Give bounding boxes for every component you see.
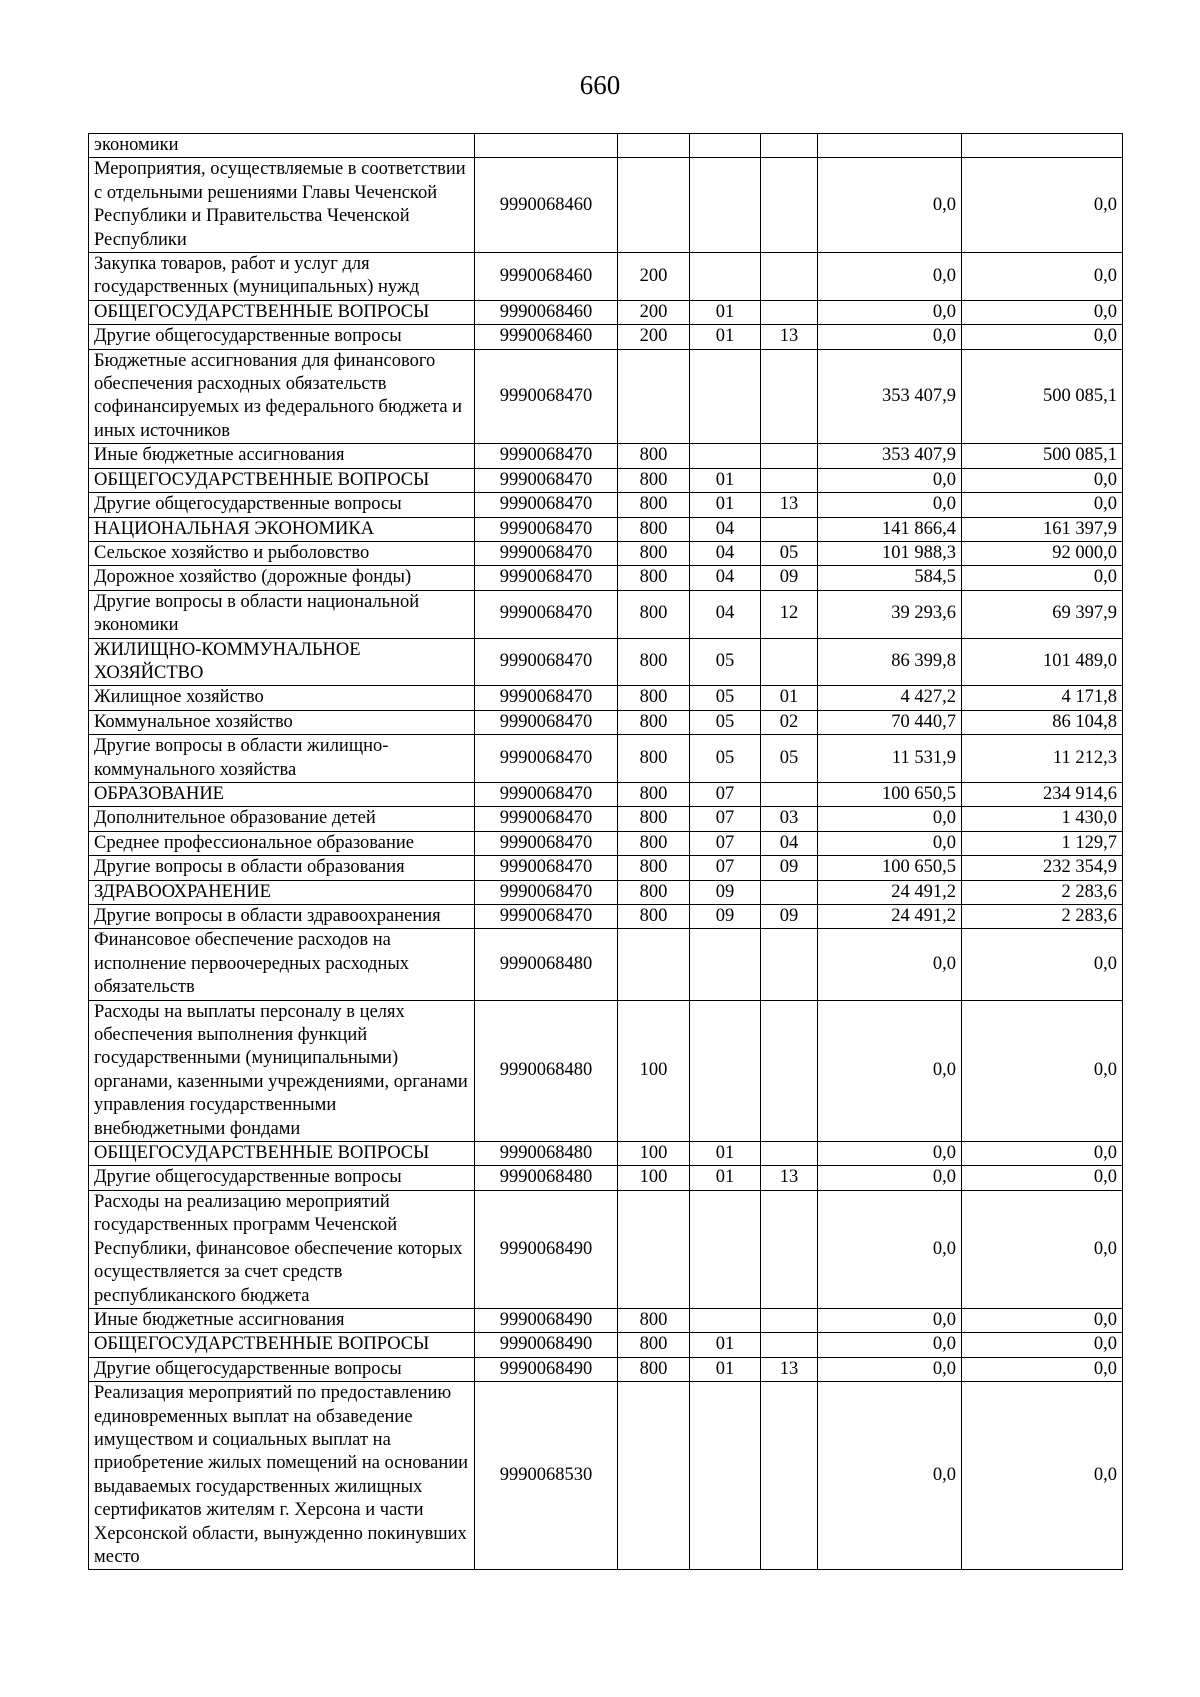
row-name-cell: Иные бюджетные ассигнования	[89, 444, 475, 468]
row-name-cell: Закупка товаров, работ и услуг для государственных (муниципальных) нужд	[89, 253, 475, 301]
amount-2-cell: 0,0	[962, 325, 1123, 349]
table-row	[89, 517, 1123, 541]
section-cell: 04	[690, 541, 761, 565]
section-cell: 01	[690, 468, 761, 492]
subsection-cell	[761, 468, 818, 492]
expense-type-cell	[618, 349, 690, 444]
target-article-cell: 9990068460	[475, 325, 618, 349]
target-article-cell: 9990068470	[475, 638, 618, 686]
amount-1-cell: 100 650,5	[818, 782, 962, 806]
table-row	[89, 134, 1123, 158]
table-row	[89, 1308, 1123, 1332]
target-article-cell: 9990068470	[475, 905, 618, 929]
expense-type-cell: 100	[618, 1000, 690, 1141]
target-article-cell: 9990068470	[475, 517, 618, 541]
expense-type-cell: 800	[618, 782, 690, 806]
table-row	[89, 300, 1123, 324]
subsection-cell	[761, 1000, 818, 1141]
subsection-cell	[761, 253, 818, 301]
amount-2-cell: 4 171,8	[962, 686, 1123, 710]
row-name-cell: Жилищное хозяйство	[89, 686, 475, 710]
subsection-cell	[761, 444, 818, 468]
subsection-cell	[761, 517, 818, 541]
amount-1-cell: 86 399,8	[818, 638, 962, 686]
target-article-cell: 9990068530	[475, 1382, 618, 1570]
target-article-cell: 9990068460	[475, 253, 618, 301]
expense-type-cell: 800	[618, 1333, 690, 1357]
section-cell: 01	[690, 1357, 761, 1381]
row-name-cell: ОБЩЕГОСУДАРСТВЕННЫЕ ВОПРОСЫ	[89, 1333, 475, 1357]
target-article-cell: 9990068470	[475, 541, 618, 565]
amount-1-cell	[818, 134, 962, 158]
row-name-cell: Среднее профессиональное образование	[89, 831, 475, 855]
subsection-cell	[761, 929, 818, 1000]
row-name-cell: Расходы на реализацию мероприятий государственных программ Чеченской Республики, финансовое обеспечение которых осуществляется за счет средств республиканского бюджета	[89, 1190, 475, 1308]
amount-1-cell: 39 293,6	[818, 590, 962, 638]
amount-2-cell: 92 000,0	[962, 541, 1123, 565]
amount-2-cell: 0,0	[962, 1000, 1123, 1141]
row-name-cell: Другие общегосударственные вопросы	[89, 325, 475, 349]
target-article-cell: 9990068470	[475, 782, 618, 806]
expense-type-cell: 800	[618, 880, 690, 904]
amount-1-cell: 141 866,4	[818, 517, 962, 541]
target-article-cell: 9990068470	[475, 856, 618, 880]
amount-1-cell: 0,0	[818, 831, 962, 855]
row-name-cell: ЗДРАВООХРАНЕНИЕ	[89, 880, 475, 904]
row-name-cell: ЖИЛИЩНО-КОММУНАЛЬНОЕ ХОЗЯЙСТВО	[89, 638, 475, 686]
row-name-cell: НАЦИОНАЛЬНАЯ ЭКОНОМИКА	[89, 517, 475, 541]
subsection-cell	[761, 1190, 818, 1308]
expense-type-cell: 800	[618, 1357, 690, 1381]
expense-type-cell: 800	[618, 807, 690, 831]
expense-type-cell: 800	[618, 541, 690, 565]
expense-type-cell: 800	[618, 590, 690, 638]
amount-2-cell: 2 283,6	[962, 880, 1123, 904]
section-cell: 01	[690, 1142, 761, 1166]
row-name-cell: Бюджетные ассигнования для финансового обеспечения расходных обязательств софинансируемых из федерального бюджета и иных источников	[89, 349, 475, 444]
row-name-cell: Финансовое обеспечение расходов на исполнение первоочередных расходных обязательств	[89, 929, 475, 1000]
row-name-cell: Другие общегосударственные вопросы	[89, 1166, 475, 1190]
section-cell	[690, 349, 761, 444]
table-row	[89, 1142, 1123, 1166]
table-row	[89, 831, 1123, 855]
table-row	[89, 1000, 1123, 1141]
table-row	[89, 1190, 1123, 1308]
target-article-cell: 9990068480	[475, 1142, 618, 1166]
section-cell: 01	[690, 493, 761, 517]
amount-2-cell: 86 104,8	[962, 710, 1123, 734]
amount-1-cell: 0,0	[818, 929, 962, 1000]
subsection-cell: 09	[761, 905, 818, 929]
amount-2-cell: 0,0	[962, 300, 1123, 324]
amount-2-cell: 0,0	[962, 468, 1123, 492]
expense-type-cell: 800	[618, 735, 690, 783]
subsection-cell: 13	[761, 325, 818, 349]
row-name-cell: Мероприятия, осуществляемые в соответствии с отдельными решениями Главы Чеченской Республики и Правительства Чеченской Республики	[89, 158, 475, 253]
amount-2-cell: 500 085,1	[962, 444, 1123, 468]
row-name-cell: Сельское хозяйство и рыболовство	[89, 541, 475, 565]
table-row	[89, 1333, 1123, 1357]
row-name-cell: экономики	[89, 134, 475, 158]
table-row	[89, 686, 1123, 710]
subsection-cell: 02	[761, 710, 818, 734]
expense-type-cell	[618, 1382, 690, 1570]
amount-2-cell: 11 212,3	[962, 735, 1123, 783]
amount-2-cell: 0,0	[962, 158, 1123, 253]
target-article-cell: 9990068460	[475, 300, 618, 324]
expense-type-cell: 800	[618, 468, 690, 492]
amount-1-cell: 24 491,2	[818, 880, 962, 904]
target-article-cell: 9990068480	[475, 929, 618, 1000]
expense-type-cell	[618, 929, 690, 1000]
expense-type-cell	[618, 134, 690, 158]
amount-1-cell: 0,0	[818, 807, 962, 831]
amount-2-cell: 0,0	[962, 1357, 1123, 1381]
table-row	[89, 158, 1123, 253]
table-row	[89, 807, 1123, 831]
section-cell: 04	[690, 590, 761, 638]
target-article-cell: 9990068460	[475, 158, 618, 253]
section-cell: 07	[690, 807, 761, 831]
expense-type-cell: 800	[618, 686, 690, 710]
subsection-cell	[761, 1382, 818, 1570]
subsection-cell: 01	[761, 686, 818, 710]
amount-2-cell: 0,0	[962, 253, 1123, 301]
target-article-cell: 9990068470	[475, 590, 618, 638]
amount-1-cell: 11 531,9	[818, 735, 962, 783]
row-name-cell: Реализация мероприятий по предоставлению единовременных выплат на обзаведение имуществом и социальных выплат на приобретение жилых помещений на основании выдаваемых государственных жилищных сертификатов жителям г. Херсона и части Херсонской области, вынужденно покинувших место	[89, 1382, 475, 1570]
section-cell: 01	[690, 325, 761, 349]
row-name-cell: Дорожное хозяйство (дорожные фонды)	[89, 566, 475, 590]
expense-type-cell: 800	[618, 856, 690, 880]
amount-1-cell: 353 407,9	[818, 444, 962, 468]
amount-2-cell: 161 397,9	[962, 517, 1123, 541]
subsection-cell	[761, 158, 818, 253]
table-row	[89, 880, 1123, 904]
section-cell	[690, 158, 761, 253]
target-article-cell: 9990068470	[475, 880, 618, 904]
expense-type-cell: 800	[618, 566, 690, 590]
subsection-cell: 05	[761, 541, 818, 565]
expense-type-cell: 200	[618, 325, 690, 349]
section-cell: 07	[690, 856, 761, 880]
table-row	[89, 1166, 1123, 1190]
expense-type-cell	[618, 1190, 690, 1308]
expense-type-cell: 800	[618, 638, 690, 686]
expense-type-cell: 800	[618, 710, 690, 734]
amount-1-cell: 24 491,2	[818, 905, 962, 929]
target-article-cell: 9990068470	[475, 710, 618, 734]
section-cell: 05	[690, 686, 761, 710]
subsection-cell	[761, 349, 818, 444]
table-row	[89, 782, 1123, 806]
table-row	[89, 444, 1123, 468]
amount-1-cell: 4 427,2	[818, 686, 962, 710]
row-name-cell: ОБРАЗОВАНИЕ	[89, 782, 475, 806]
row-name-cell: ОБЩЕГОСУДАРСТВЕННЫЕ ВОПРОСЫ	[89, 1142, 475, 1166]
subsection-cell: 12	[761, 590, 818, 638]
row-name-cell: ОБЩЕГОСУДАРСТВЕННЫЕ ВОПРОСЫ	[89, 468, 475, 492]
expense-type-cell: 100	[618, 1142, 690, 1166]
amount-1-cell: 353 407,9	[818, 349, 962, 444]
subsection-cell	[761, 1333, 818, 1357]
expense-type-cell: 100	[618, 1166, 690, 1190]
row-name-cell: ОБЩЕГОСУДАРСТВЕННЫЕ ВОПРОСЫ	[89, 300, 475, 324]
amount-1-cell: 0,0	[818, 300, 962, 324]
subsection-cell: 04	[761, 831, 818, 855]
section-cell: 05	[690, 735, 761, 783]
target-article-cell	[475, 134, 618, 158]
target-article-cell: 9990068470	[475, 444, 618, 468]
target-article-cell: 9990068470	[475, 468, 618, 492]
subsection-cell: 03	[761, 807, 818, 831]
budget-table-body	[89, 134, 1123, 1570]
row-name-cell: Другие вопросы в области национальной экономики	[89, 590, 475, 638]
subsection-cell	[761, 1142, 818, 1166]
amount-2-cell: 101 489,0	[962, 638, 1123, 686]
target-article-cell: 9990068470	[475, 831, 618, 855]
section-cell: 05	[690, 710, 761, 734]
amount-1-cell: 100 650,5	[818, 856, 962, 880]
table-row	[89, 566, 1123, 590]
row-name-cell: Другие общегосударственные вопросы	[89, 1357, 475, 1381]
expense-type-cell	[618, 158, 690, 253]
section-cell: 01	[690, 1166, 761, 1190]
section-cell	[690, 929, 761, 1000]
section-cell: 09	[690, 905, 761, 929]
amount-2-cell: 0,0	[962, 1190, 1123, 1308]
subsection-cell: 13	[761, 493, 818, 517]
amount-2-cell: 2 283,6	[962, 905, 1123, 929]
subsection-cell: 09	[761, 566, 818, 590]
section-cell	[690, 1190, 761, 1308]
section-cell	[690, 1382, 761, 1570]
amount-2-cell	[962, 134, 1123, 158]
subsection-cell	[761, 300, 818, 324]
budget-table	[88, 133, 1123, 1570]
section-cell: 04	[690, 566, 761, 590]
section-cell: 01	[690, 1333, 761, 1357]
expense-type-cell: 800	[618, 1308, 690, 1332]
section-cell: 04	[690, 517, 761, 541]
expense-type-cell: 800	[618, 493, 690, 517]
amount-2-cell: 0,0	[962, 493, 1123, 517]
amount-2-cell: 500 085,1	[962, 349, 1123, 444]
subsection-cell: 05	[761, 735, 818, 783]
section-cell	[690, 444, 761, 468]
page-number: 660	[579, 70, 621, 100]
amount-1-cell: 0,0	[818, 1308, 962, 1332]
section-cell	[690, 253, 761, 301]
table-row	[89, 638, 1123, 686]
target-article-cell: 9990068490	[475, 1190, 618, 1308]
target-article-cell: 9990068470	[475, 566, 618, 590]
section-cell	[690, 134, 761, 158]
amount-2-cell: 0,0	[962, 566, 1123, 590]
subsection-cell	[761, 880, 818, 904]
amount-1-cell: 0,0	[818, 468, 962, 492]
amount-2-cell: 1 129,7	[962, 831, 1123, 855]
section-cell: 09	[690, 880, 761, 904]
row-name-cell: Дополнительное образование детей	[89, 807, 475, 831]
expense-type-cell: 800	[618, 517, 690, 541]
amount-2-cell: 69 397,9	[962, 590, 1123, 638]
amount-2-cell: 0,0	[962, 1333, 1123, 1357]
target-article-cell: 9990068470	[475, 349, 618, 444]
row-name-cell: Коммунальное хозяйство	[89, 710, 475, 734]
subsection-cell	[761, 782, 818, 806]
amount-2-cell: 232 354,9	[962, 856, 1123, 880]
table-row	[89, 590, 1123, 638]
target-article-cell: 9990068480	[475, 1166, 618, 1190]
section-cell: 07	[690, 831, 761, 855]
subsection-cell: 13	[761, 1166, 818, 1190]
target-article-cell: 9990068470	[475, 686, 618, 710]
expense-type-cell: 200	[618, 253, 690, 301]
row-name-cell: Другие вопросы в области жилищно-коммунального хозяйства	[89, 735, 475, 783]
target-article-cell: 9990068470	[475, 493, 618, 517]
amount-2-cell: 234 914,6	[962, 782, 1123, 806]
table-row	[89, 710, 1123, 734]
table-row	[89, 541, 1123, 565]
amount-1-cell: 0,0	[818, 1142, 962, 1166]
table-row	[89, 929, 1123, 1000]
table-row	[89, 325, 1123, 349]
amount-1-cell: 0,0	[818, 1357, 962, 1381]
amount-1-cell: 0,0	[818, 1333, 962, 1357]
subsection-cell: 09	[761, 856, 818, 880]
table-row	[89, 1382, 1123, 1570]
section-cell	[690, 1000, 761, 1141]
subsection-cell	[761, 1308, 818, 1332]
row-name-cell: Другие общегосударственные вопросы	[89, 493, 475, 517]
amount-1-cell: 0,0	[818, 493, 962, 517]
subsection-cell: 13	[761, 1357, 818, 1381]
subsection-cell	[761, 638, 818, 686]
target-article-cell: 9990068490	[475, 1308, 618, 1332]
amount-2-cell: 0,0	[962, 1308, 1123, 1332]
target-article-cell: 9990068490	[475, 1333, 618, 1357]
section-cell: 05	[690, 638, 761, 686]
section-cell	[690, 1308, 761, 1332]
amount-2-cell: 0,0	[962, 929, 1123, 1000]
table-row	[89, 1357, 1123, 1381]
expense-type-cell: 200	[618, 300, 690, 324]
expense-type-cell: 800	[618, 905, 690, 929]
target-article-cell: 9990068470	[475, 807, 618, 831]
amount-2-cell: 1 430,0	[962, 807, 1123, 831]
section-cell: 07	[690, 782, 761, 806]
amount-1-cell: 584,5	[818, 566, 962, 590]
amount-1-cell: 0,0	[818, 1000, 962, 1141]
target-article-cell: 9990068480	[475, 1000, 618, 1141]
target-article-cell: 9990068470	[475, 735, 618, 783]
amount-2-cell: 0,0	[962, 1142, 1123, 1166]
table-row	[89, 735, 1123, 783]
table-row	[89, 856, 1123, 880]
table-row	[89, 468, 1123, 492]
row-name-cell: Другие вопросы в области здравоохранения	[89, 905, 475, 929]
table-row	[89, 253, 1123, 301]
amount-1-cell: 0,0	[818, 1382, 962, 1570]
amount-1-cell: 0,0	[818, 158, 962, 253]
amount-1-cell: 0,0	[818, 1190, 962, 1308]
row-name-cell: Расходы на выплаты персоналу в целях обеспечения выполнения функций государственными (муниципальными) органами, казенными учреждениями, органами управления государственными внебюджетными фондами	[89, 1000, 475, 1141]
expense-type-cell: 800	[618, 831, 690, 855]
amount-1-cell: 0,0	[818, 325, 962, 349]
amount-1-cell: 0,0	[818, 1166, 962, 1190]
subsection-cell	[761, 134, 818, 158]
table-row	[89, 905, 1123, 929]
row-name-cell: Другие вопросы в области образования	[89, 856, 475, 880]
amount-1-cell: 0,0	[818, 253, 962, 301]
amount-1-cell: 101 988,3	[818, 541, 962, 565]
amount-2-cell: 0,0	[962, 1382, 1123, 1570]
expense-type-cell: 800	[618, 444, 690, 468]
table-row	[89, 349, 1123, 444]
table-row	[89, 493, 1123, 517]
target-article-cell: 9990068490	[475, 1357, 618, 1381]
amount-2-cell: 0,0	[962, 1166, 1123, 1190]
row-name-cell: Иные бюджетные ассигнования	[89, 1308, 475, 1332]
amount-1-cell: 70 440,7	[818, 710, 962, 734]
section-cell: 01	[690, 300, 761, 324]
